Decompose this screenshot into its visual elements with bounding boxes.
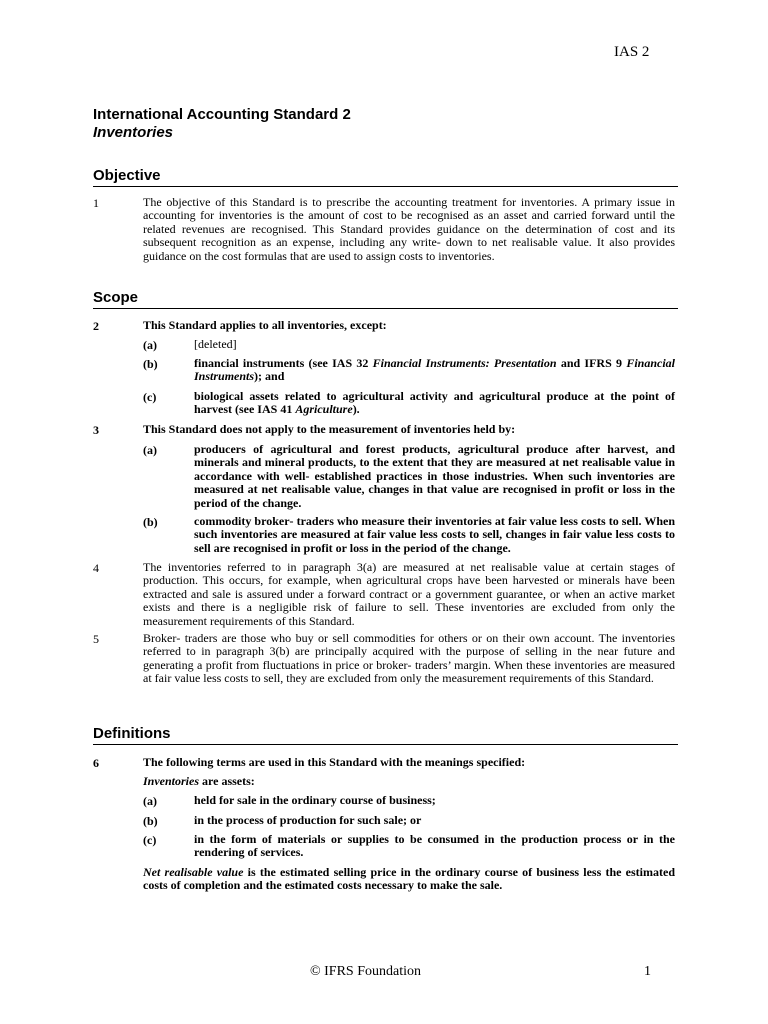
list-item-text: producers of agricultural and forest products, agricultural produce after harvest, and minerals and mineral products, to the extent that they are measured at net realisable value in accordance with well‑ established practices in those industries. When such inventories are measured at net realisable value, changes in that value are recognised in profit or loss in the period of the change. <box>194 442 675 510</box>
section-heading-definitions: Definitions <box>93 725 678 745</box>
paragraph-number: 5 <box>93 632 99 646</box>
paragraph-text: The following terms are used in this Standard with the meanings specified: <box>143 755 526 769</box>
paragraph-number: 4 <box>93 561 99 575</box>
list-item-text: held for sale in the ordinary course of business; <box>194 793 436 807</box>
paragraph-text: The inventories referred to in paragraph 3(a) are measured at net realisable value at certain stages of production. This occurs, for example, when agricultural crops have been harvested or minerals have been extracted and sale is assured under a forward contract or a government guarantee, or when an active market exists and there is a negligible risk of failure to sell. These inventories are excluded from only the measurement requirements of this Standard. <box>143 560 675 628</box>
list-item-label: (a) <box>143 794 157 808</box>
list-item-label: (c) <box>143 390 157 404</box>
list-item-label: (c) <box>143 833 157 847</box>
paragraph-number: 2 <box>93 319 99 333</box>
paragraph-text: This Standard applies to all inventories, except: <box>143 318 387 332</box>
list-item-label: (a) <box>143 443 157 457</box>
list-item-text: commodity broker‑ traders who measure their inventories at fair value less costs to sell. When such inventories are measured at fair value less costs to sell, changes in fair value less costs to sell are recognised in profit or loss in the period of the change. <box>194 514 675 555</box>
list-item-text: in the process of production for such sale; or <box>194 813 422 827</box>
paragraph-text: Broker‑ traders are those who buy or sell commodities for others or on their own account. The inventories referred to in paragraph 3(b) are principally acquired with the purpose of selling in the near future and generating a profit from fluctuations in price or broker‑ traders’ margin. When these inventories are measured at fair value less costs to sell, they are excluded from only the measurement requirements of this Standard. <box>143 631 675 686</box>
list-item-text: financial instruments (see IAS 32 Financial Instruments: Presentation and IFRS 9 Financial Instruments); and <box>194 356 675 384</box>
paragraph-number: 3 <box>93 423 99 437</box>
document-code: IAS 2 <box>614 44 650 60</box>
list-item-text: biological assets related to agricultural activity and agricultural produce at the point of harvest (see IAS 41 Agriculture). <box>194 389 675 417</box>
list-item-label: (b) <box>143 515 158 529</box>
definition-net-realisable-value: Net realisable value is the estimated selling price in the ordinary course of business less the estimated costs of completion and the estimated costs necessary to make the sale. <box>143 865 675 893</box>
section-heading-objective: Objective <box>93 167 678 187</box>
paragraph-number: 6 <box>93 756 99 770</box>
list-item-text: [deleted] <box>194 337 237 351</box>
list-item-label: (b) <box>143 814 158 828</box>
definition-inventories: Inventories are assets: <box>143 774 255 788</box>
list-item-label: (b) <box>143 357 158 371</box>
footer-copyright: © IFRS Foundation <box>310 964 421 979</box>
list-item-label: (a) <box>143 338 157 352</box>
paragraph-text: The objective of this Standard is to prescribe the accounting treatment for inventories. A primary issue in accounting for inventories is the amount of cost to be recognised as an asset and carried forward until the related revenues are recognised. This Standard provides guidance on the determination of cost and its subsequent recognition as an expense, including any write‑ down to net realisable value. It also provides guidance on the cost formulas that are used to assign costs to inventories. <box>143 195 675 263</box>
page-subtitle: Inventories <box>93 124 174 141</box>
list-item-text: in the form of materials or supplies to be consumed in the production process or in the rendering of services. <box>194 832 675 860</box>
section-heading-scope: Scope <box>93 289 678 309</box>
paragraph-number: 1 <box>93 196 99 210</box>
paragraph-text: This Standard does not apply to the measurement of inventories held by: <box>143 422 516 436</box>
page-title: International Accounting Standard 2 <box>93 106 351 123</box>
page-number: 1 <box>644 964 651 979</box>
